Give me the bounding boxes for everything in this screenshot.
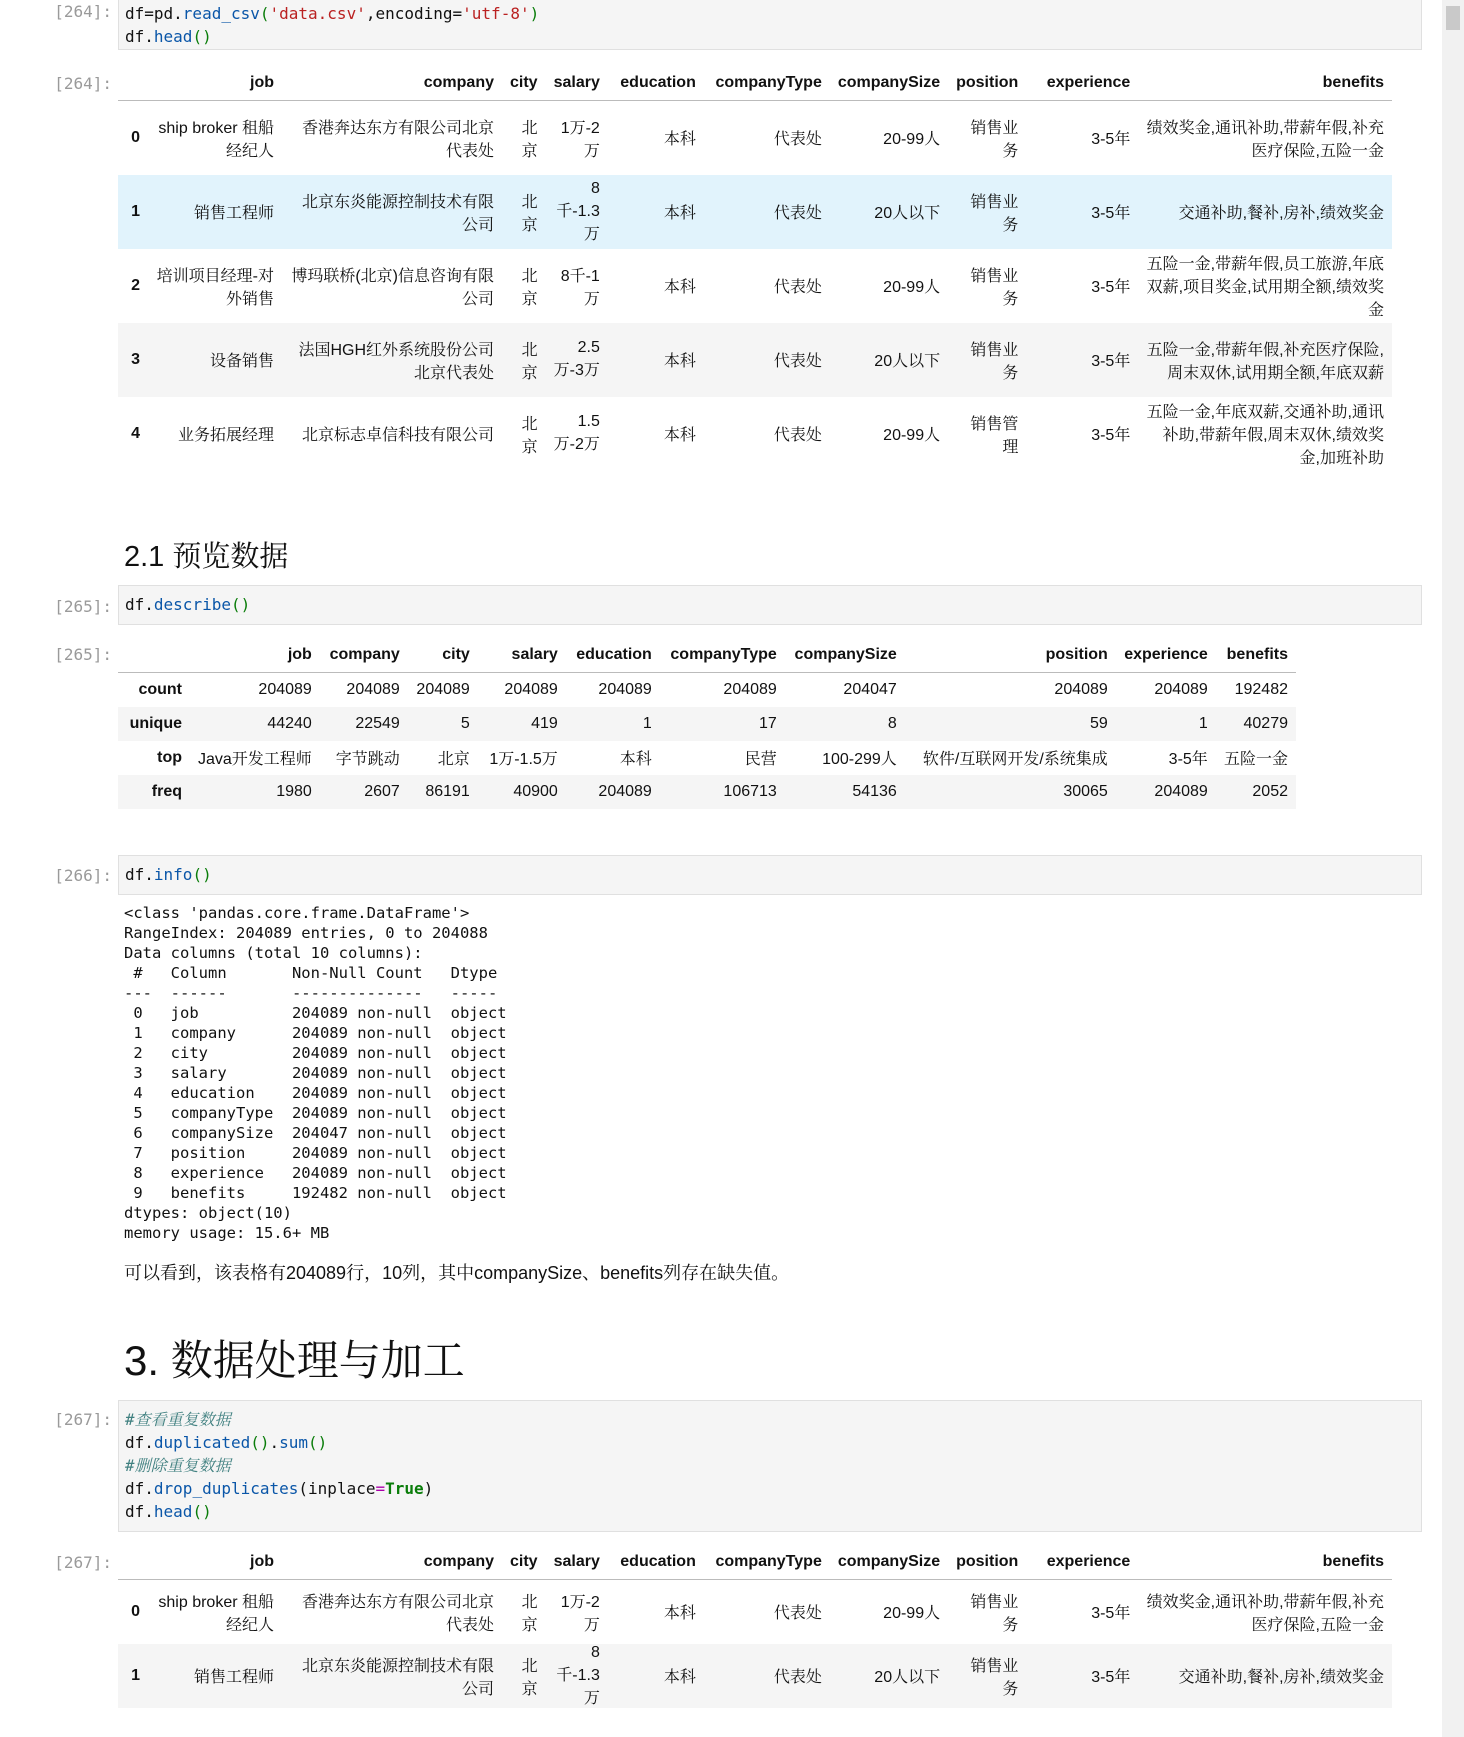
table-row [118, 101, 1392, 175]
table-cell: 20-99人 [883, 427, 941, 444]
table-cell: 本科 [663, 1605, 696, 1623]
table-cell: 五险一金 [1223, 751, 1288, 768]
table-cell: 北京标志卓信科技有限公司 [301, 427, 494, 444]
column-header: city [408, 638, 478, 673]
table-cell: 北京 [521, 1657, 538, 1698]
column-header [118, 638, 190, 673]
table-cell: 20-99人 [883, 131, 941, 149]
column-header: job [148, 1545, 282, 1580]
table-cell: 204089 [346, 680, 400, 698]
table-cell: 20人以下 [874, 353, 941, 370]
column-header: position [905, 638, 1116, 673]
table-cell: 100-299人 [822, 751, 897, 768]
table-cell: 204089 [258, 680, 312, 698]
output-prompt: [264]: [54, 74, 112, 93]
column-header: job [148, 66, 282, 101]
row-index: unique [129, 714, 182, 732]
table-cell: 软件/互联网开发/系统集成 [922, 751, 1108, 768]
table-cell: 法国HGH红外系统股份公司北京代表处 [298, 341, 494, 382]
table-cell: 59 [1090, 714, 1108, 732]
table-cell: 代表处 [773, 279, 822, 296]
table-cell: 3-5年 [1091, 131, 1131, 149]
table-cell: 香港奔达东方有限公司北京代表处 [301, 119, 494, 160]
table-cell: 20人以下 [874, 205, 941, 222]
header-row [118, 1545, 1392, 1580]
table-cell: 17 [759, 714, 777, 732]
code-cell[interactable] [118, 585, 1422, 625]
table-row [118, 1644, 1392, 1708]
row-index: 2 [131, 276, 140, 294]
table-cell: 204089 [723, 680, 777, 698]
table-cell: 419 [531, 714, 558, 732]
table-row [118, 741, 1296, 775]
input-prompt: [265]: [54, 597, 112, 616]
table-cell: 销售工程师 [193, 205, 274, 222]
column-header: company [282, 1545, 502, 1580]
table-cell: 204089 [1054, 680, 1108, 698]
table-cell: 204089 [598, 782, 652, 800]
header-row [118, 638, 1296, 673]
table-cell: 销售管理 [970, 415, 1019, 456]
column-header: benefits [1138, 1545, 1392, 1580]
table-cell: 北京 [521, 193, 538, 234]
table-cell: 204089 [416, 680, 470, 698]
table-cell: 20-99人 [883, 279, 941, 296]
table-cell: 1 [1198, 714, 1208, 732]
table-cell: 销售工程师 [193, 1669, 274, 1686]
table-cell: 204089 [504, 680, 558, 698]
table-cell: 交通补助,餐补,房补,绩效奖金 [1178, 205, 1384, 222]
row-index: 1 [131, 202, 140, 220]
table-cell: 销售业务 [970, 193, 1019, 234]
table-cell: 五险一金,带薪年假,补充医疗保险,周末双休,试用期全额,年底双薪 [1146, 341, 1384, 382]
column-header: city [502, 1545, 546, 1580]
column-header: job [190, 638, 320, 673]
table-cell: 本科 [663, 279, 696, 296]
table-row [118, 1580, 1392, 1644]
column-header: salary [546, 1545, 608, 1580]
column-header [118, 1545, 148, 1580]
table-cell: 交通补助,餐补,房补,绩效奖金 [1178, 1669, 1384, 1686]
column-header: education [608, 1545, 704, 1580]
input-prompt: [264]: [54, 2, 112, 21]
column-header: companyType [704, 66, 830, 101]
table-cell: 40279 [1243, 714, 1288, 732]
table-cell: 204047 [843, 680, 897, 698]
code-line: df.head() [125, 27, 212, 46]
table-cell: 销售业务 [970, 119, 1019, 160]
table-cell: 106713 [723, 782, 777, 800]
table-cell: 20-99人 [883, 1605, 941, 1623]
table-cell: 北京 [521, 267, 538, 308]
column-header: companySize [830, 66, 948, 101]
code-cell[interactable] [118, 855, 1422, 895]
table-cell: 3-5年 [1168, 751, 1208, 768]
table-row [118, 249, 1392, 323]
table-cell: 代表处 [773, 353, 822, 370]
info-output: <class 'pandas.core.frame.DataFrame'> RangeIndex: 204089 entries, 0 to 204088 Data columns (total 10 columns): # Column Non-Null Count Dtype --- ------ -------------- ----- 0 job 204089 non-null object 1 company 204089 non-null object 2 city 204089 non-null object 3 salary 204089 non-null object 4 education 204089 non-null object 5 companyType 204089 non-null object 6 companySize 204047 non-null object 7 position 204089 non-null object 8 experience 204089 non-null object 9 benefits 192482 non-null object dtypes: object(10) memory usage: 15.6+ MB [124, 904, 507, 1242]
column-header [118, 66, 148, 101]
column-header: experience [1026, 1545, 1138, 1580]
table-cell: 香港奔达东方有限公司北京代表处 [301, 1593, 494, 1634]
code-line: df.info() [125, 865, 212, 884]
column-header: companyType [660, 638, 785, 673]
row-index: 0 [131, 1602, 140, 1620]
table-cell: 培训项目经理-对外销售 [156, 267, 274, 308]
describe-dataframe [118, 638, 1296, 809]
section-heading-3: 3. 数据处理与加工 [124, 1337, 465, 1384]
column-header: benefits [1138, 66, 1392, 101]
table-cell: 绩效奖金,通讯补助,带薪年假,补充医疗保险,五险一金 [1146, 1593, 1384, 1634]
output-prompt: [265]: [54, 645, 112, 664]
table-cell: 8千-1.3万 [556, 1643, 600, 1707]
row-index: top [157, 748, 182, 766]
column-header: salary [478, 638, 566, 673]
table-cell: 设备销售 [209, 353, 274, 370]
table-cell: 3-5年 [1091, 205, 1131, 222]
table-cell: 204089 [598, 680, 652, 698]
table-cell: 民营 [744, 751, 777, 768]
table-cell: 2607 [364, 782, 400, 800]
table-cell: 204089 [1154, 680, 1208, 698]
header-row [118, 66, 1392, 101]
table-cell: 1980 [276, 782, 312, 800]
table-cell: 北京 [521, 119, 538, 160]
table-cell: 44240 [267, 714, 312, 732]
table-cell: 22549 [355, 714, 400, 732]
table-cell: 本科 [663, 427, 696, 444]
input-prompt: [266]: [54, 866, 112, 885]
table-cell: 20人以下 [874, 1669, 941, 1686]
table-cell: 销售业务 [970, 1657, 1019, 1698]
table-cell: 本科 [619, 751, 652, 768]
table-cell: 3-5年 [1091, 427, 1131, 444]
code-line: df.duplicated().sum() [125, 1433, 328, 1452]
table-cell: 204089 [1154, 782, 1208, 800]
table-cell: Java开发工程师 [198, 751, 312, 768]
code-comment: #删除重复数据 [125, 1456, 231, 1475]
column-header: companySize [830, 1545, 948, 1580]
table-cell: 30065 [1063, 782, 1108, 800]
table-cell: 8千-1.3万 [556, 179, 600, 243]
column-header: education [608, 66, 704, 101]
table-cell: 3-5年 [1091, 1669, 1131, 1686]
code-line: df.head() [125, 1502, 212, 1521]
table-cell: 绩效奖金,通讯补助,带薪年假,补充医疗保险,五险一金 [1146, 119, 1384, 160]
table-row [118, 397, 1392, 471]
code-cell[interactable] [118, 0, 1422, 50]
column-header: companySize [785, 638, 905, 673]
row-index: freq [151, 782, 182, 800]
column-header: company [282, 66, 502, 101]
code-cell[interactable] [118, 1400, 1422, 1532]
column-header: experience [1026, 66, 1138, 101]
table-cell: 本科 [663, 1669, 696, 1686]
input-prompt: [267]: [54, 1410, 112, 1429]
table-cell: 1.5万-2万 [553, 413, 600, 453]
table-cell: 北京东炎能源控制技术有限公司 [301, 193, 494, 234]
column-header: company [320, 638, 408, 673]
output-prompt: [267]: [54, 1553, 112, 1572]
table-cell: 8千-1万 [560, 267, 600, 308]
table-cell: 业务拓展经理 [177, 427, 274, 444]
column-header: benefits [1216, 638, 1296, 673]
table-cell: 五险一金,带薪年假,员工旅游,年底双薪,项目奖金,试用期全额,绩效奖金 [1146, 256, 1384, 319]
table-cell: 54136 [852, 782, 897, 800]
table-cell: 北京 [521, 341, 538, 382]
code-line: df.drop_duplicates(inplace=True) [125, 1479, 434, 1498]
table-row [118, 323, 1392, 397]
table-cell: 代表处 [773, 205, 822, 222]
info-note: 可以看到，该表格有204089行，10列，其中companySize、benefits列存在缺失值。 [124, 1263, 790, 1283]
table-cell: 本科 [663, 353, 696, 370]
vertical-scrollbar[interactable] [1442, 0, 1464, 1737]
table-cell: 3-5年 [1091, 1605, 1131, 1623]
table-row [118, 175, 1392, 249]
table-cell: 字节跳动 [335, 751, 400, 768]
table-cell: 2.5万-3万 [553, 339, 600, 379]
table-cell: 40900 [513, 782, 558, 800]
table-cell: 北京 [521, 1593, 538, 1634]
table-cell: 销售业务 [970, 1593, 1019, 1634]
table-cell: 五险一金,年底双薪,交通补助,通讯补助,带薪年假,周末双休,绩效奖金,加班补助 [1146, 404, 1384, 467]
table-cell: ship broker 租船经纪人 [158, 119, 274, 160]
table-cell: 博玛联桥(北京)信息咨询有限公司 [291, 267, 494, 308]
head-dataframe [118, 66, 1392, 471]
table-cell: 1万-2万 [560, 119, 600, 160]
code-line: df.describe() [125, 595, 251, 614]
column-header: salary [546, 66, 608, 101]
table-cell: 北京 [521, 415, 538, 456]
column-header: position [948, 1545, 1026, 1580]
row-index: 1 [131, 1666, 140, 1684]
table-cell: 代表处 [773, 1605, 822, 1623]
table-cell: 1万-2万 [560, 1593, 600, 1634]
head-dataframe-2 [118, 1545, 1392, 1708]
code-line: df=pd.read_csv('data.csv',encoding='utf-8') [125, 4, 540, 23]
table-cell: 本科 [663, 205, 696, 222]
table-row [118, 775, 1296, 809]
table-row [118, 673, 1296, 707]
scrollbar-thumb[interactable] [1446, 6, 1460, 30]
table-cell: 代表处 [773, 1669, 822, 1686]
row-index: 3 [131, 350, 140, 368]
column-header: position [948, 66, 1026, 101]
table-cell: 2052 [1252, 782, 1288, 800]
table-cell: ship broker 租船经纪人 [158, 1593, 274, 1634]
table-cell: 8 [887, 714, 897, 732]
table-cell: 代表处 [773, 427, 822, 444]
code-comment: #查看重复数据 [125, 1410, 231, 1429]
table-cell: 本科 [663, 131, 696, 149]
table-cell: 3-5年 [1091, 279, 1131, 296]
table-cell: 销售业务 [970, 267, 1019, 308]
column-header: experience [1116, 638, 1216, 673]
section-heading-2-1: 2.1 预览数据 [124, 541, 289, 573]
table-cell: 北京东炎能源控制技术有限公司 [301, 1657, 494, 1698]
table-cell: 代表处 [773, 131, 822, 149]
table-cell: 192482 [1234, 680, 1288, 698]
column-header: education [566, 638, 660, 673]
row-index: 0 [131, 128, 140, 146]
table-cell: 1 [642, 714, 652, 732]
table-cell: 5 [460, 714, 470, 732]
row-index: 4 [131, 424, 140, 442]
table-cell: 北京 [437, 751, 470, 768]
column-header: companyType [704, 1545, 830, 1580]
table-cell: 3-5年 [1091, 353, 1131, 370]
table-row [118, 707, 1296, 741]
column-header: city [502, 66, 546, 101]
table-cell: 86191 [425, 782, 470, 800]
row-index: count [138, 680, 182, 698]
table-cell: 销售业务 [970, 341, 1019, 382]
table-cell: 1万-1.5万 [489, 751, 558, 768]
